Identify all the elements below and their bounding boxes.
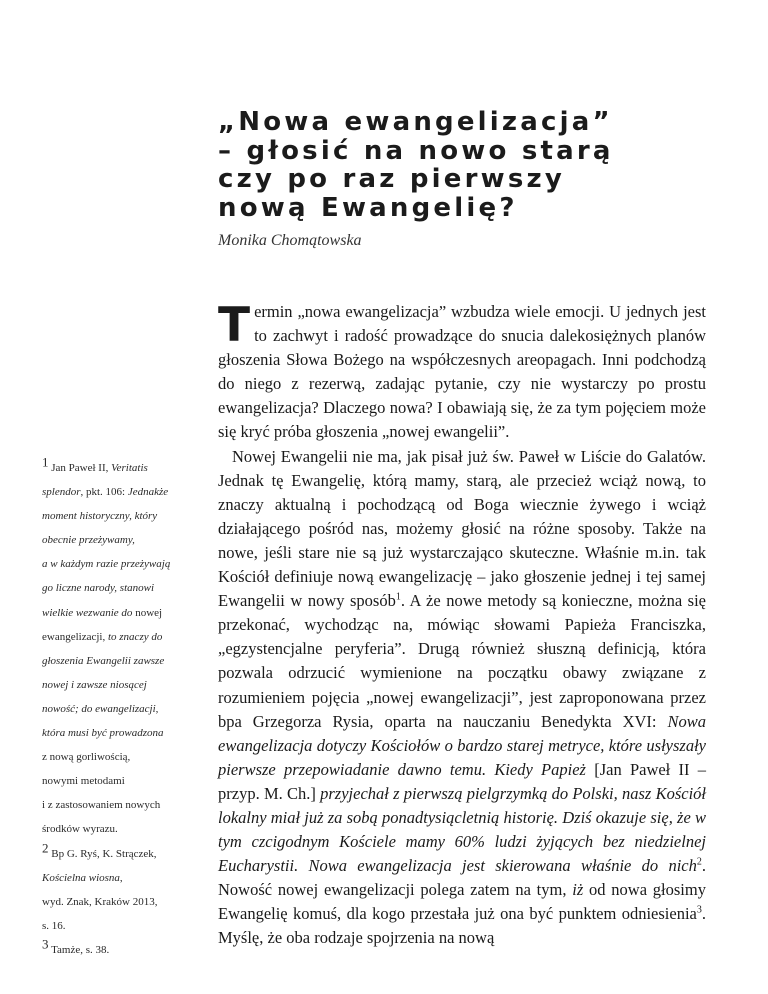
- footnote-italic: nowej i zawsze niosącej: [42, 678, 147, 691]
- footnote-text: Jan Paweł II,: [51, 462, 112, 474]
- footnote-text: , pkt. 106:: [80, 486, 128, 499]
- footnote-1-line: [42, 528, 210, 552]
- emphasis-text: iż: [572, 880, 584, 900]
- footnote-italic: obecnie przeżywamy,: [42, 534, 135, 547]
- footnote-1-line: [42, 601, 210, 625]
- paragraph-text: od nowa głosimy Ewangelię komuś, dla kogo przestała już ona być punktem odniesienia: [218, 880, 706, 924]
- footnote-italic: Kościelna wiosna: [42, 871, 120, 884]
- footnote-1-line: [42, 456, 210, 480]
- footnote-1-line: [42, 769, 210, 793]
- footnote-text: nowej: [132, 606, 163, 619]
- footnote-italic: nowość; do ewangelizacji,: [42, 702, 159, 715]
- footnote-1-line: [42, 576, 210, 600]
- footnote-italic: ,: [127, 751, 131, 764]
- footnote-text: s. 16.: [42, 919, 66, 932]
- footnote-ref-3[interactable]: 3: [696, 904, 702, 916]
- paragraph-text: . Nowość nowej ewangelizacji polega zatem na tym,: [218, 856, 706, 900]
- footnote-1-line: [42, 793, 210, 817]
- footnote-text: z nową gorliwością: [42, 751, 128, 764]
- footnote-1-line: [42, 625, 210, 649]
- paragraph-text: . Myślę, że oba rodzaje spojrzenia na nową: [218, 904, 706, 948]
- footnote-ref-2[interactable]: 2: [696, 856, 702, 868]
- footnote-1-line: [42, 480, 210, 504]
- paragraph-text: . A że nowe metody są konieczne, można się przekonać, wychodząc na, mówiąc słowami Papieża Franciszka, „egzystencjalne peryferia”. Drugą również słuszną definicją, która pozwala odrzucić wymienione na początku obawy związane z rozumieniem pojęcia „nowej ewangelizacji”, jest zaproponowana przez bpa Grzegorza Rysia, oparta na nauczaniu Benedykta XVI:: [218, 591, 706, 731]
- paragraph-text: ermin „nowa ewangelizacja” wzbudza wiele emocji. U jednych jest to zachwyt i radość prowadzące do snucia dalekosiężnych planów głoszenia Słowa Bożego na współczesnych areopagach. Inni podchodzą do niego z rezerwą, zadając pytanie, czy nie wystarczy po prostu ewangelizacja? Dlaczego nowa? I obawiają się, że za tym pojęciem może się kryć próba głoszenia „nowej ewangelii”.: [218, 302, 706, 442]
- footnote-1-line: [42, 552, 210, 576]
- footnote-italic: głoszenia Ewangelii zawsze: [42, 654, 165, 667]
- footnote-text: nowymi metodami: [42, 775, 125, 788]
- footnote-number: 3: [42, 936, 49, 952]
- footnote-1-line: [42, 673, 210, 697]
- footnote-1-line: [42, 504, 210, 528]
- footnote-number: 2: [42, 839, 49, 855]
- footnotes-column: [42, 456, 210, 962]
- footnote-italic: splendor: [42, 486, 81, 499]
- footnote-italic: a w każdym razie przeżywają: [42, 558, 171, 571]
- article-body: [218, 300, 706, 951]
- drop-cap: T: [218, 298, 251, 353]
- footnote-number: 1: [42, 454, 49, 470]
- footnote-text: Tamże, s. 38.: [51, 943, 110, 956]
- footnote-italic: wielkie wezwanie do: [42, 606, 133, 619]
- footnote-1-line: [42, 721, 210, 745]
- footnote-1-line: [42, 817, 210, 841]
- paragraph-text: Nowej Ewangelii nie ma, jak pisał już św. Paweł w Liście do Galatów. Jednak tę Ewangelię, którą mamy, starą, ale przecież wciąż nową, to znaczy aktualną i pochodzącą od Boga wiecznie żywego i wciąż działającego pośród nas, możemy głosić na różne sposoby. Także na nowe, jeśli stare nie są już wystarczająco skuteczne. Właśnie m.in. tak Kościół definiuje nową ewangelizację – jako głoszenie jednej i tej samej Ewangelii w nowy sposób: [218, 446, 706, 611]
- footnote-2-line: [42, 866, 210, 890]
- title-line: nową Ewangelię?: [218, 192, 518, 223]
- paragraph-1: [218, 300, 706, 445]
- footnote-1-line: [42, 649, 210, 673]
- title-line: – głosić na nowo starą: [218, 135, 614, 166]
- footnote-2-line: [42, 890, 210, 914]
- footnote-text: ,: [119, 871, 123, 884]
- footnote-1-line: [42, 697, 210, 721]
- footnote-2-line: [42, 839, 210, 866]
- article-title: [218, 108, 738, 222]
- footnote-2-line: [42, 914, 210, 938]
- footnote-text: ewangelizacji,: [42, 630, 108, 643]
- footnote-italic: go liczne narody, stanowi: [42, 582, 155, 595]
- footnote-text: Bp G. Ryś, K. Strączek,: [51, 847, 157, 860]
- footnote-italic: Jednakże: [127, 486, 169, 499]
- author-name: Monika Chomątowska: [218, 232, 362, 249]
- paragraph-2: [218, 445, 706, 951]
- footnote-italic: moment historyczny, który: [42, 510, 158, 523]
- footnote-italic: która musi być prowadzona: [42, 727, 164, 740]
- title-line: czy po raz pierwszy: [218, 164, 565, 194]
- footnote-ref-1[interactable]: 1: [395, 591, 401, 603]
- editor-note: [Jan Paweł II – przyp. M. Ch.]: [218, 759, 706, 803]
- footnote-3-line: [42, 938, 210, 962]
- quote-text: przyjechał z pierwszą pielgrzymką do Polski, nasz Kościół lokalny miał już za sobą ponadtysiącletnią historię. Dziś okazuje się, że w tym czcigodnym Kościele mamy 60% ludzi żyjących bez niedzielnej Eucharystii. Nowa ewangelizacja jest skierowana właśnie do nich: [218, 783, 706, 876]
- footnote-1-line: [42, 745, 210, 769]
- footnote-text: i z zastosowaniem nowych: [42, 799, 161, 812]
- footnote-text: wyd. Znak, Kraków 2013,: [42, 895, 158, 908]
- footnote-italic: Veritatis: [111, 462, 148, 474]
- title-line: „Nowa ewangelizacja”: [218, 107, 613, 137]
- quote-text: Nowa ewangelizacja dotyczy Kościołów o bardzo starej metryce, które usłyszały pierwsze przepowiadanie dawno temu. Kiedy Papież: [218, 711, 706, 779]
- footnote-italic: to znaczy do: [107, 630, 163, 643]
- footnote-text: środków wyrazu.: [42, 823, 118, 836]
